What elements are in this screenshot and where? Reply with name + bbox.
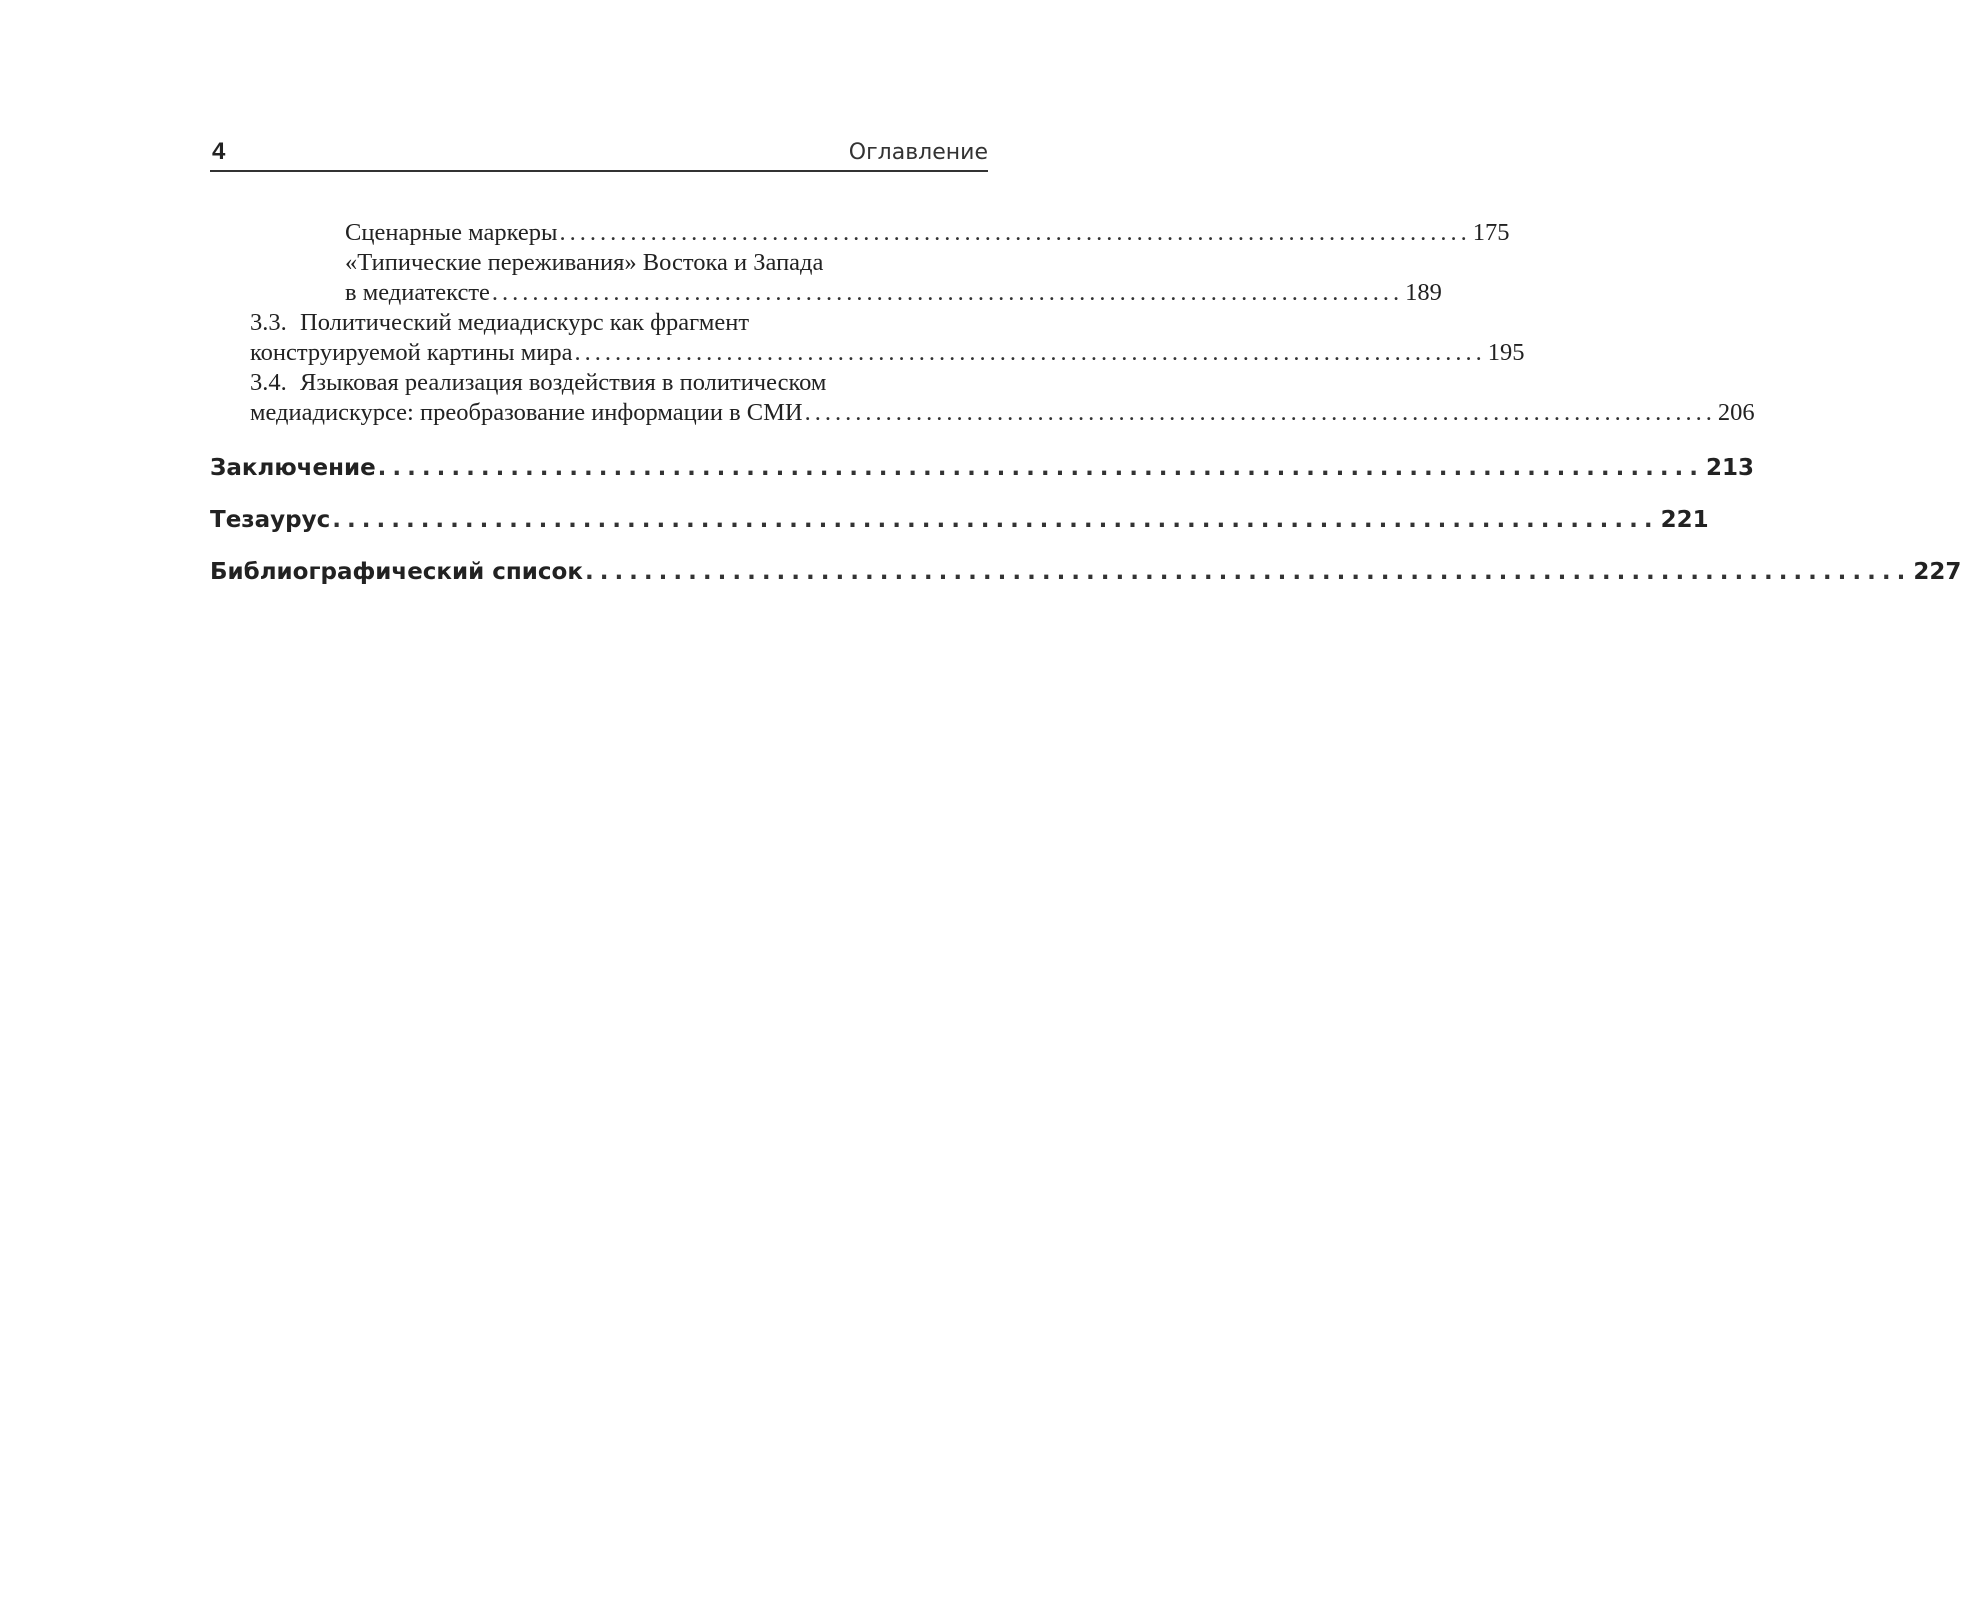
- toc-entry-title: медиадискурсе: преобразование информации в СМИ: [250, 399, 803, 426]
- dot-leader: ..........................................................................................: [332, 507, 1659, 533]
- toc-entry-page: 175: [1472, 219, 1510, 246]
- dot-leader: ..........................................................................................: [574, 339, 1486, 366]
- toc-entry-title: «Типические переживания» Востока и Запада: [345, 249, 824, 276]
- toc-entry-page: 221: [1660, 507, 1709, 533]
- page-header: [210, 136, 988, 172]
- toc-entry-scenario-markers[interactable]: [210, 218, 1510, 248]
- running-title: Оглавление: [848, 140, 988, 165]
- toc-entry-page: 189: [1405, 279, 1442, 306]
- toc-entry-title: в медиатексте: [345, 279, 490, 306]
- toc-entry-page: 213: [1706, 455, 1755, 481]
- toc-entry-page: 227: [1913, 559, 1961, 585]
- dot-leader: ..........................................................................................: [491, 279, 1404, 306]
- toc-entry-typical-experiences[interactable]: [210, 248, 988, 278]
- toc-entry-page: 195: [1487, 339, 1525, 366]
- toc-entry-3-4[interactable]: [210, 368, 988, 398]
- section-number: 3.3.: [250, 309, 287, 336]
- toc-entry-3-3-cont[interactable]: [210, 338, 1525, 368]
- dot-leader: ..........................................................................................: [584, 559, 1912, 585]
- toc-entry-title: Политический медиадискурс как фрагмент: [300, 309, 750, 336]
- dot-leader: ..........................................................................................: [377, 455, 1705, 481]
- toc-entry-bibliography[interactable]: [210, 556, 1961, 588]
- dot-leader: ..........................................................................................: [804, 399, 1716, 426]
- toc-entry-title: Сценарные маркеры: [345, 219, 558, 246]
- toc-entry-thesaurus[interactable]: [210, 504, 1709, 536]
- toc-entry-title: Библиографический список: [210, 559, 583, 585]
- toc-entry-title: конструируемой картины мира: [250, 339, 573, 366]
- toc-entry-3-4-cont[interactable]: [210, 398, 1755, 428]
- page-number: 4: [212, 138, 226, 165]
- toc-entry-conclusion[interactable]: [210, 452, 1755, 484]
- toc-entry-page: 206: [1717, 399, 1755, 426]
- section-number: 3.4.: [250, 369, 287, 396]
- table-of-contents: [210, 218, 1961, 588]
- toc-entry-title: Языковая реализация воздействия в политическом: [300, 369, 827, 396]
- toc-entry-title: Тезаурус: [210, 507, 331, 533]
- toc-entry-typical-experiences-cont[interactable]: [210, 278, 1442, 308]
- toc-entry-title: Заключение: [210, 455, 376, 481]
- dot-leader: ..........................................................................................: [559, 219, 1471, 246]
- toc-entry-3-3[interactable]: [210, 308, 988, 338]
